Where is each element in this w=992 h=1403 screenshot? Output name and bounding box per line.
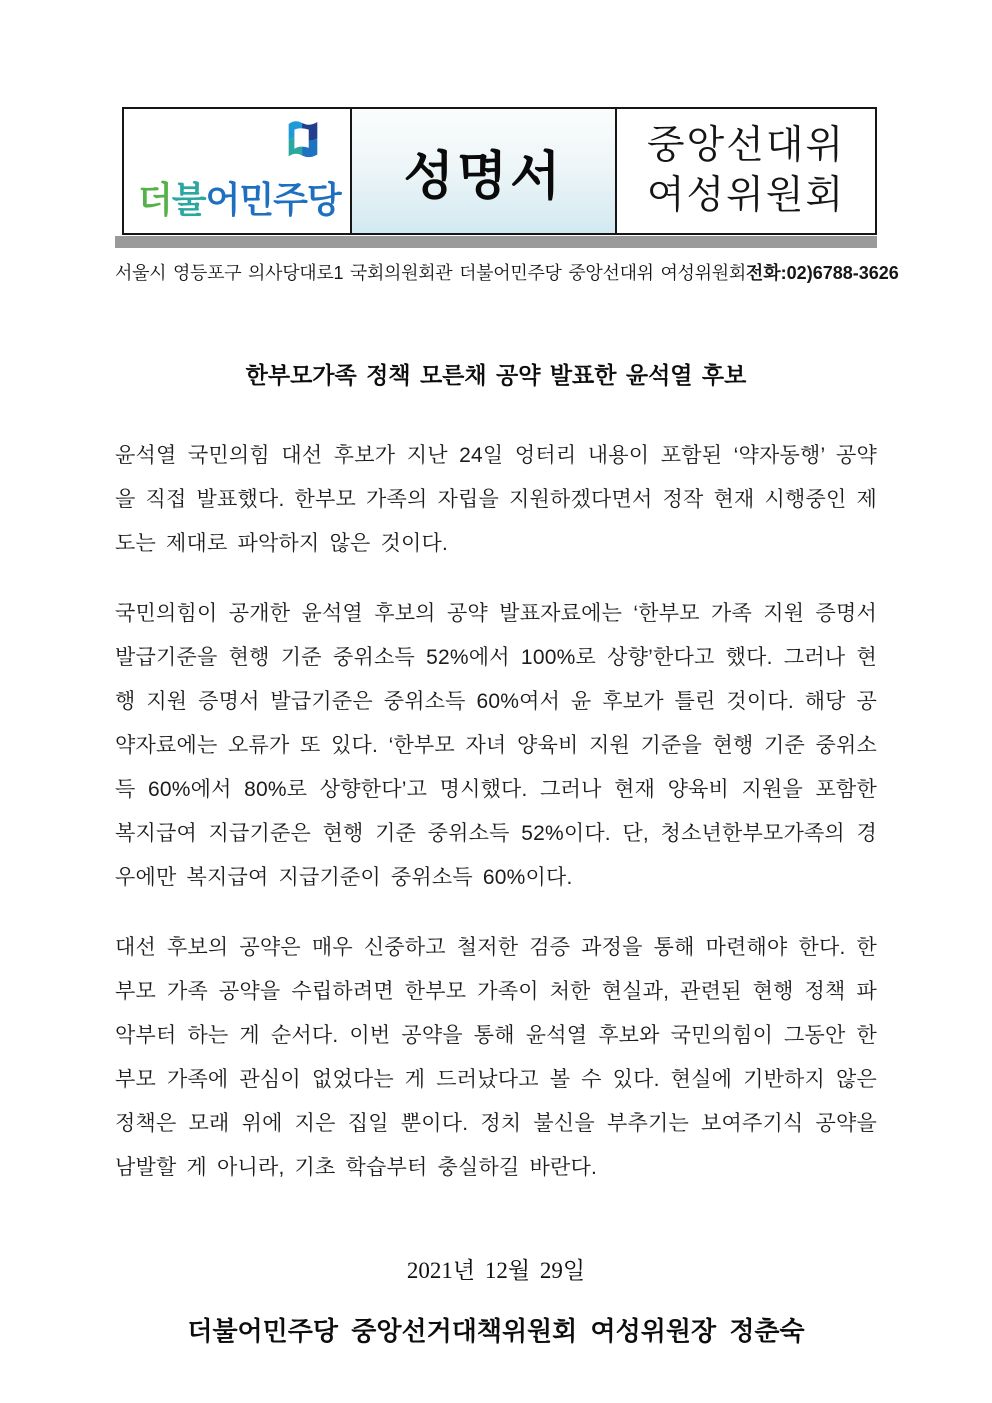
- party-name-part-teal: 불: [171, 179, 206, 220]
- statement-paragraph-1: 윤석열 국민의힘 대선 후보가 지난 24일 엉터리 내용이 포함된 ‘약자동행’ 공약을 직접 발표했다. 한부모 가족의 자립을 지원하겠다면서 정작 현재 시행중인 제도는 제대로 파악하지 않은 것이다.: [115, 444, 877, 555]
- statement-paragraph-2: 국민의힘이 공개한 윤석열 후보의 공약 발표자료에는 ‘한부모 가족 지원 증명서 발급기준을 현행 기준 중위소득 52%에서 100%로 상향’한다고 했다. 그러나 현행 지원 증명서 발급기준은 중위소득 60%여서 윤 후보가 틀린 것이다. 해당 공약자료에는 오류가 또 있다. ‘한부모 자녀 양육비 지원 기준을 현행 기준 중위소득 60%에서 80%로 상향한다’고 명시했다. 그러나 현재 양육비 지원을 포함한 복지급여 지급기준은 현행 기준 중위소득 52%이다. 단, 청소년한부모가족의 경우에만 복지급여 지급기준이 중위소득 60%이다.: [115, 602, 877, 889]
- doc-type-title: 성명서: [403, 147, 564, 206]
- office-phone: 전화:02)6788-3626: [745, 263, 899, 283]
- address-row: [115, 259, 899, 285]
- office-address: 서울시 영등포구 의사당대로1 국회의원회관 더불어민주당 중앙선대위 여성위원회: [115, 263, 746, 283]
- committee-cell: [617, 109, 875, 233]
- header-divider-bar: [115, 236, 877, 248]
- letterhead: [122, 107, 877, 235]
- committee-line1: 중앙선대위: [646, 124, 846, 167]
- document-content: [115, 107, 899, 1348]
- party-logo-cell: [124, 109, 352, 233]
- party-name: [138, 172, 341, 223]
- party-flag-icon: [282, 115, 324, 173]
- statement-title: 한부모가족 정책 모른채 공약 발표한 윤석열 후보: [245, 362, 747, 388]
- party-name-part-green: 더: [138, 179, 172, 220]
- party-name-part-blue: 어민주당: [205, 179, 341, 220]
- committee-line2: 여성위원회: [646, 174, 846, 217]
- doc-type-cell: [352, 109, 617, 233]
- statement-paragraph-3: 대선 후보의 공약은 매우 신중하고 철저한 검증 과정을 통해 마련해야 한다. 한부모 가족 공약을 수립하려면 한부모 가족이 처한 현실과, 관련된 현행 정책 파악부터 하는 게 순서다. 이번 공약을 통해 윤석열 후보와 국민의힘이 그동안 한부모 가족에 관심이 없었다는 게 드러났다고 볼 수 있다. 현실에 기반하지 않은 정책은 모래 위에 지은 집일 뿐이다. 정치 불신을 부추기는 보여주기식 공약을 남발할 게 아니라, 기초 학습부터 충실하길 바란다.: [115, 936, 877, 1179]
- statement-body: [115, 434, 877, 1190]
- statement-date: 2021년 12월 29일: [406, 1258, 586, 1283]
- statement-signature: 더불어민주당 중앙선거대책위원회 여성위원장 정춘숙: [187, 1316, 805, 1346]
